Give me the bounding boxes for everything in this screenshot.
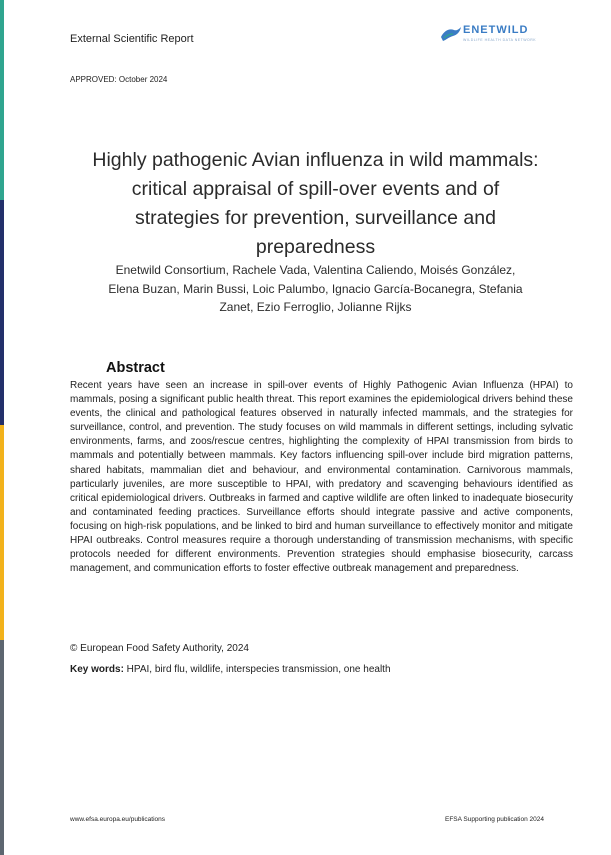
keywords-value: HPAI, bird flu, wildlife, interspecies transmission, one health bbox=[123, 664, 391, 675]
enetwild-logo bbox=[440, 24, 550, 46]
keywords-label: Key words: bbox=[70, 664, 124, 675]
report-type: External Scientific Report bbox=[70, 33, 194, 45]
logo-text: ENETWILD bbox=[463, 24, 529, 36]
author-list bbox=[60, 261, 571, 317]
keywords bbox=[70, 664, 391, 675]
abstract-heading: Abstract bbox=[106, 360, 165, 376]
side-bar-navy bbox=[0, 200, 4, 425]
footer-url[interactable]: www.efsa.europa.eu/publications bbox=[70, 816, 166, 823]
footer-publication: EFSA Supporting publication 2024 bbox=[444, 816, 544, 823]
copyright-notice: © European Food Safety Authority, 2024 bbox=[70, 643, 249, 654]
page-title bbox=[60, 146, 571, 262]
title-line: preparedness bbox=[255, 236, 376, 258]
abstract-text: Recent years have seen an increase in spill-over events of Highly Pathogenic Avian Influenza (HPAI) to mammals, posing a significant public health threat. This report examines the epidemiological drivers behind these events, the clinical and pathological features observed in naturally infected mammals, and the strategies for surveillance, control, and prevention. The study focuses on wild mammals in different settings, including sylvatic environments, farms, and zoos/rescue centres, highlighting the complexity of HPAI transmission from birds to mammals and potentially between mammals. Key factors influencing spill-over include bird migration patterns, shared habitats, mammalian diet and behaviour, and environmental contamination. Carnivorous mammals, particularly juveniles, are more susceptible to HPAI, with predatory and scavenging behaviours identified as critical epidemiological drivers. Outbreaks in farmed and captive wildlife are often linked to inadequate biosecurity and contaminated feeding practices. Surveillance efforts should integrate passive and active components, focusing on high-risk populations, and be linked to bird and human surveillance to effectively monitor and mitigate HPAI outbreaks. Control measures require a thorough understanding of transmission mechanisms, with specific protocols needed for different environments. Prevention strategies should emphasise biosecurity, carcass management, and communication efforts to foster effective outbreak management and preparedness. bbox=[70, 380, 573, 575]
side-bar-slate bbox=[0, 640, 4, 855]
title-line: strategies for prevention, surveillance and bbox=[135, 207, 496, 229]
logo-subtext: WILDLIFE HEALTH DATA NETWORK bbox=[463, 38, 537, 42]
enetwild-logo-icon bbox=[440, 25, 462, 43]
title-line: critical appraisal of spill-over events and of bbox=[131, 178, 500, 200]
author-line: Enetwild Consortium, Rachele Vada, Valentina Caliendo, Moisés González, bbox=[115, 263, 516, 277]
title-line: Highly pathogenic Avian influenza in wild mammals: bbox=[92, 149, 539, 171]
side-bar-yellow bbox=[0, 425, 4, 640]
side-bar-teal bbox=[0, 0, 4, 200]
author-line: Elena Buzan, Marin Bussi, Loic Palumbo, Ignacio García-Bocanegra, Stefania bbox=[108, 281, 523, 296]
approved-date: APPROVED: October 2024 bbox=[70, 75, 168, 84]
author-line: Zanet, Ezio Ferroglio, Jolianne Rijks bbox=[219, 300, 412, 314]
